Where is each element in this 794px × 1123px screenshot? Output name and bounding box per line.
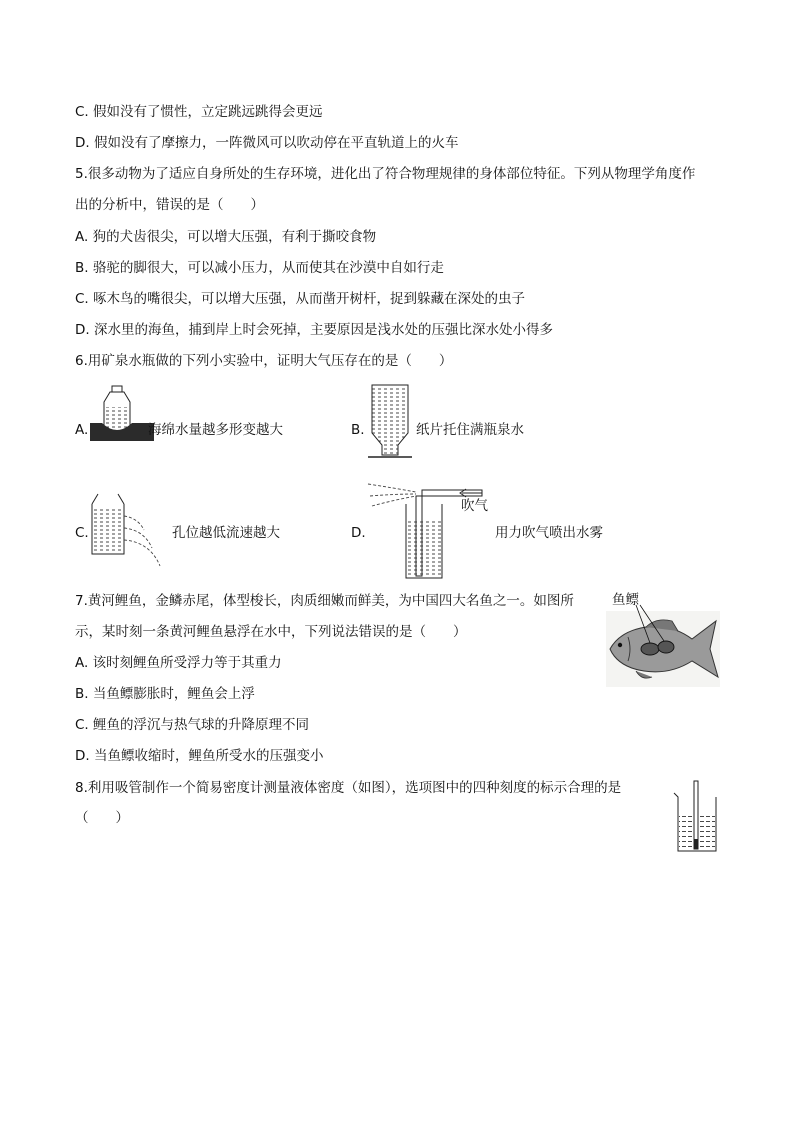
q7-option-c: C. 鲤鱼的浮沉与热气球的升降原理不同 [75,717,310,733]
q5-option-b: B. 骆驼的脚很大，可以减小压力，从而使其在沙漠中自如行走 [75,260,444,276]
q6-option-d-letter: D. [351,525,366,541]
q5-option-a: A. 狗的犬齿很尖，可以增大压强，有利于撕咬食物 [75,229,377,245]
q6-option-c-caption: 孔位越低流速越大 [172,525,280,541]
q7-option-d: D. 当鱼鳔收缩时，鲤鱼所受水的压强变小 [75,748,324,764]
q6-option-a-letter: A. [75,422,89,438]
q6-stem: 6.用矿泉水瓶做的下列小实验中，证明大气压存在的是（ ） [75,353,453,369]
q4-option-c: C. 假如没有了惯性，立定跳远跳得会更远 [75,104,323,120]
q7-stem-line2: 示，某时刻一条黄河鲤鱼悬浮在水中，下列说法错误的是（ ） [75,624,467,640]
q7-option-b: B. 当鱼鳔膨胀时，鲤鱼会上浮 [75,686,255,702]
q7-figure-carp [606,611,720,687]
q8-figure-beaker [670,779,722,855]
q6-option-d-blow-label: 吹气 [461,498,488,514]
q5-option-c: C. 啄木鸟的嘴很尖，可以增大压强，从而凿开树杆，捉到躲藏在深处的虫子 [75,291,526,307]
q5-option-d: D. 深水里的海鱼，捕到岸上时会死掉，主要原因是浅水处的压强比深水处小得多 [75,322,553,338]
q6-option-a-caption: 海绵水量越多形变越大 [148,422,283,438]
q7-option-a: A. 该时刻鲤鱼所受浮力等于其重力 [75,655,282,671]
q7-stem-line1: 7.黄河鲤鱼，金鳞赤尾，体型梭长，肉质细嫩而鲜美，为中国四大名鱼之一。如图所 [75,593,574,609]
q7-figure-label: 鱼鳔 [612,592,639,608]
q8-stem-line1: 8.利用吸管制作一个简易密度计测量液体密度（如图），选项图中的四种刻度的标示合理的是 [75,780,622,796]
q6-option-b-letter: B. [351,422,365,438]
q6-option-d-caption: 用力吹气喷出水雾 [495,525,603,541]
q6-figure-c [88,492,168,582]
q8-stem-line2: （ ） [75,810,129,826]
q6-option-c-letter: C. [75,525,89,541]
q5-stem-line2: 出的分析中，错误的是（ ） [75,197,264,213]
q5-stem-line1: 5.很多动物为了适应自身所处的生存环境，进化出了符合物理规律的身体部位特征。下列从物理学角度作 [75,166,696,182]
q4-option-d: D. 假如没有了摩擦力，一阵微风可以吹动停在平直轨道上的火车 [75,135,459,151]
q6-figure-b [366,383,416,463]
q6-option-b-caption: 纸片托住满瓶泉水 [416,422,524,438]
